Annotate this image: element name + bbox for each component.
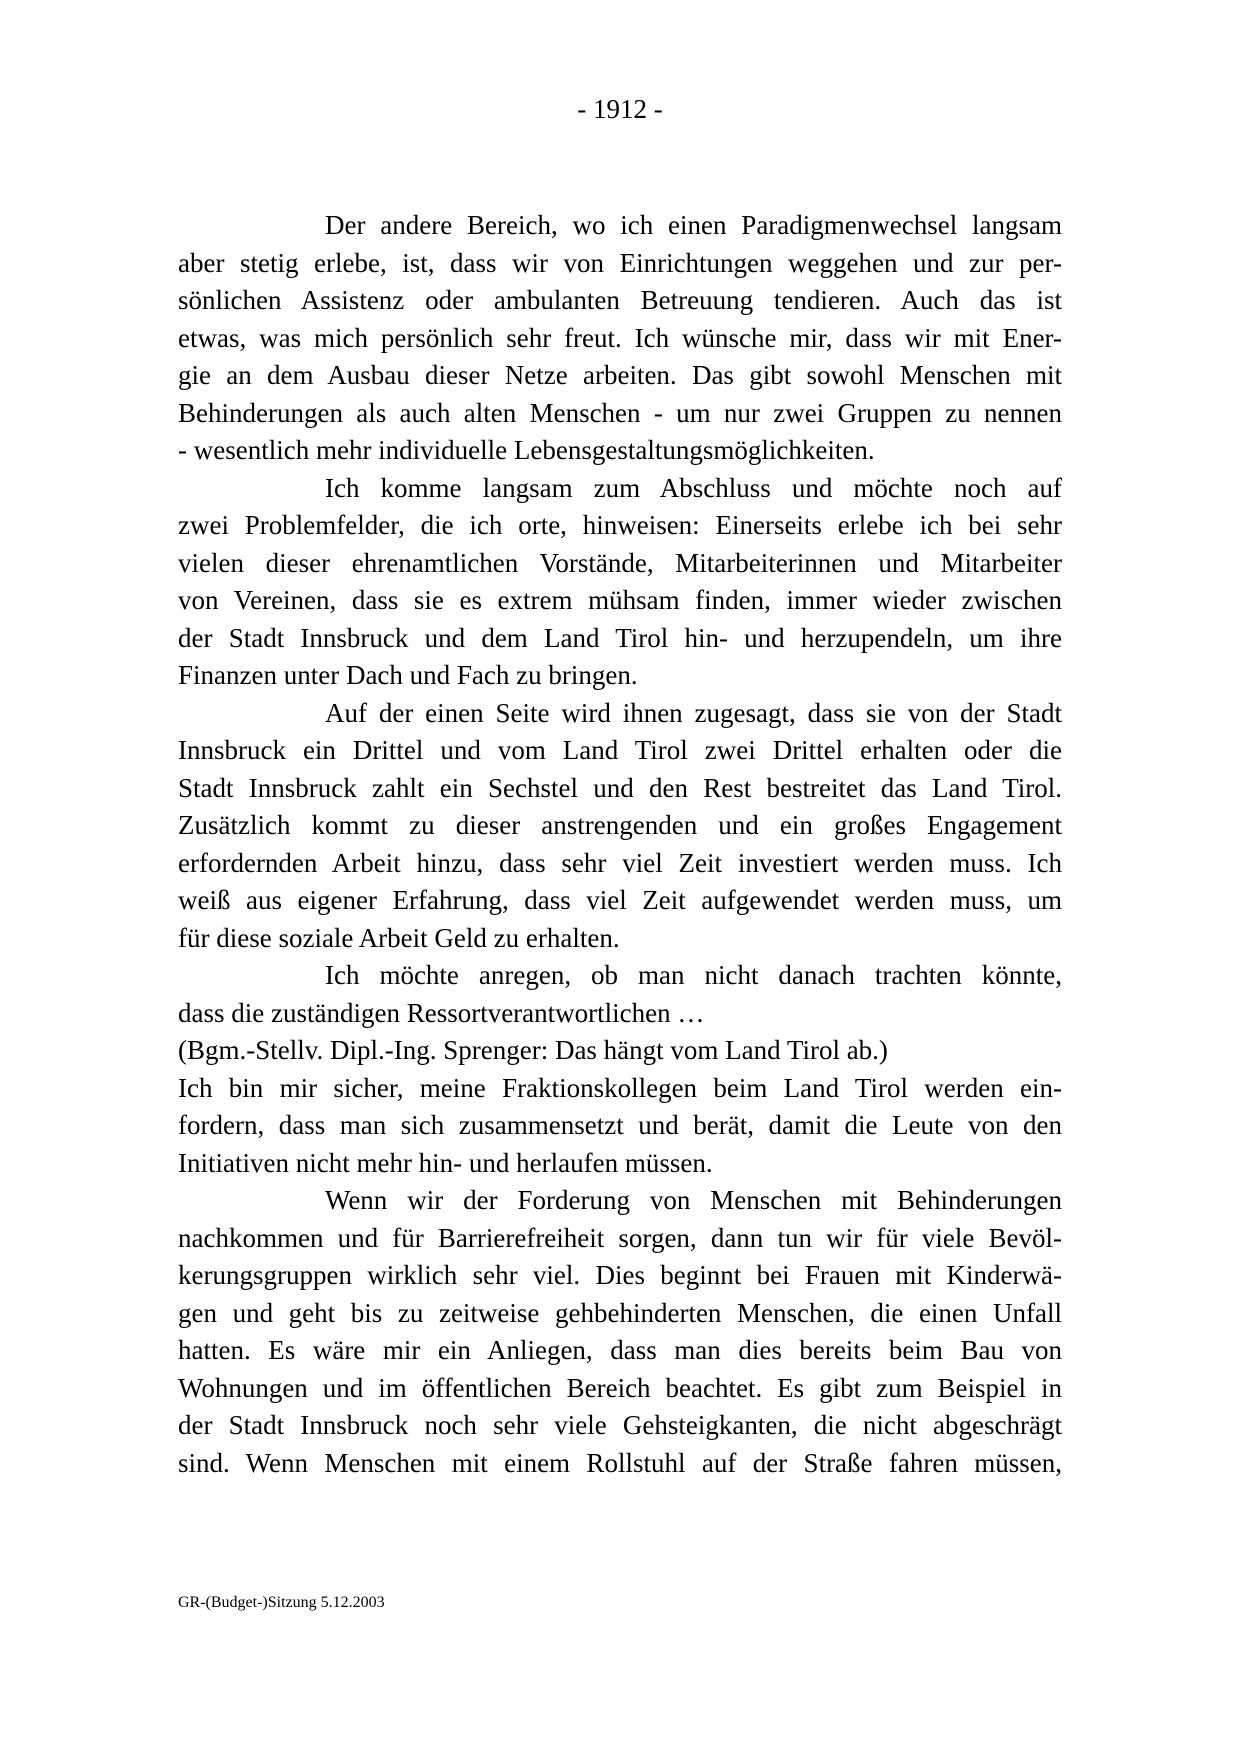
text-line: (Bgm.-Stellv. Dipl.-Ing. Sprenger: Das hängt vom Land Tirol ab.) [178,1035,888,1065]
text-line: der Stadt Innsbruck und dem Land Tirol hin- und herzupendeln, um ihre [178,622,1062,653]
text-line: Ich möchte anregen, ob man nicht danach trachten könnte, [325,960,1062,990]
page-number: - 1912 - [577,94,663,124]
page-footer: GR-(Budget-)Sitzung 5.12.2003 [178,1594,385,1611]
text-line: Innsbruck ein Drittel und vom Land Tirol zwei Drittel erhalten oder die [178,735,1062,765]
text-line: Wenn wir der Forderung von Menschen mit Behinderungen [325,1185,1062,1215]
text-line: zwei Problemfelder, die ich orte, hinweisen: Einerseits erlebe ich bei sehr [178,510,1062,540]
text-line: - wesentlich mehr individuelle Lebensgestaltungsmöglichkeiten. [178,435,875,465]
text-line: Ich komme langsam zum Abschluss und möchte noch auf [325,472,1062,503]
text-line: Zusätzlich kommt zu dieser anstrengenden und ein großes Engagement [178,810,1062,840]
text-line: weiß aus eigener Erfahrung, dass viel Zeit aufgewendet werden muss, um [178,885,1062,915]
text-line: gen und geht bis zu zeitweise gehbehinderten Menschen, die einen Unfall [178,1297,1062,1328]
text-line: dass die zuständigen Ressortverantwortlichen … [178,997,705,1028]
text-line: kerungsgruppen wirklich sehr viel. Dies beginnt bei Frauen mit Kinderwä- [178,1260,1062,1290]
document-body [178,207,1062,1482]
text-line: von Vereinen, dass sie es extrem mühsam finden, immer wieder zwischen [178,585,1062,615]
text-line: fordern, dass man sich zusammensetzt und berät, damit die Leute von den [178,1110,1062,1140]
text-line: erfordernden Arbeit hinzu, dass sehr viel Zeit investiert werden muss. Ich [178,847,1062,878]
text-line: sönlichen Assistenz oder ambulanten Betreuung tendieren. Auch das ist [178,285,1062,315]
text-line: hatten. Es wäre mir ein Anliegen, dass man dies bereits beim Bau von [178,1335,1062,1365]
text-line: nachkommen und für Barrierefreiheit sorgen, dann tun wir für viele Bevöl- [178,1222,1062,1253]
text-line: Der andere Bereich, wo ich einen Paradigmenwechsel langsam [325,210,1062,240]
text-line: aber stetig erlebe, ist, dass wir von Einrichtungen weggehen und zur per- [178,247,1062,278]
text-line: Behinderungen als auch alten Menschen - um nur zwei Gruppen zu nennen [178,397,1062,428]
text-line: der Stadt Innsbruck noch sehr viele Gehsteigkanten, die nicht abgeschrägt [178,1410,1062,1440]
text-line: für diese soziale Arbeit Geld zu erhalten. [178,922,620,953]
text-line: Wohnungen und im öffentlichen Bereich beachtet. Es gibt zum Beispiel in [178,1372,1062,1403]
text-line: Initiativen nicht mehr hin- und herlaufen müssen. [178,1147,713,1178]
text-line: etwas, was mich persönlich sehr freut. Ich wünsche mir, dass wir mit Ener- [178,322,1062,353]
text-line: vielen dieser ehrenamtlichen Vorstände, Mitarbeiterinnen und Mitarbeiter [178,547,1062,578]
text-line: Stadt Innsbruck zahlt ein Sechstel und den Rest bestreitet das Land Tirol. [178,772,1062,803]
text-line: Finanzen unter Dach und Fach zu bringen. [178,660,638,690]
text-line: Ich bin mir sicher, meine Fraktionskollegen beim Land Tirol werden ein- [178,1072,1062,1103]
text-line: Auf der einen Seite wird ihnen zugesagt, dass sie von der Stadt [325,697,1062,728]
text-line: gie an dem Ausbau dieser Netze arbeiten. Das gibt sowohl Menschen mit [178,360,1062,390]
text-line: sind. Wenn Menschen mit einem Rollstuhl auf der Straße fahren müssen, [178,1447,1062,1478]
